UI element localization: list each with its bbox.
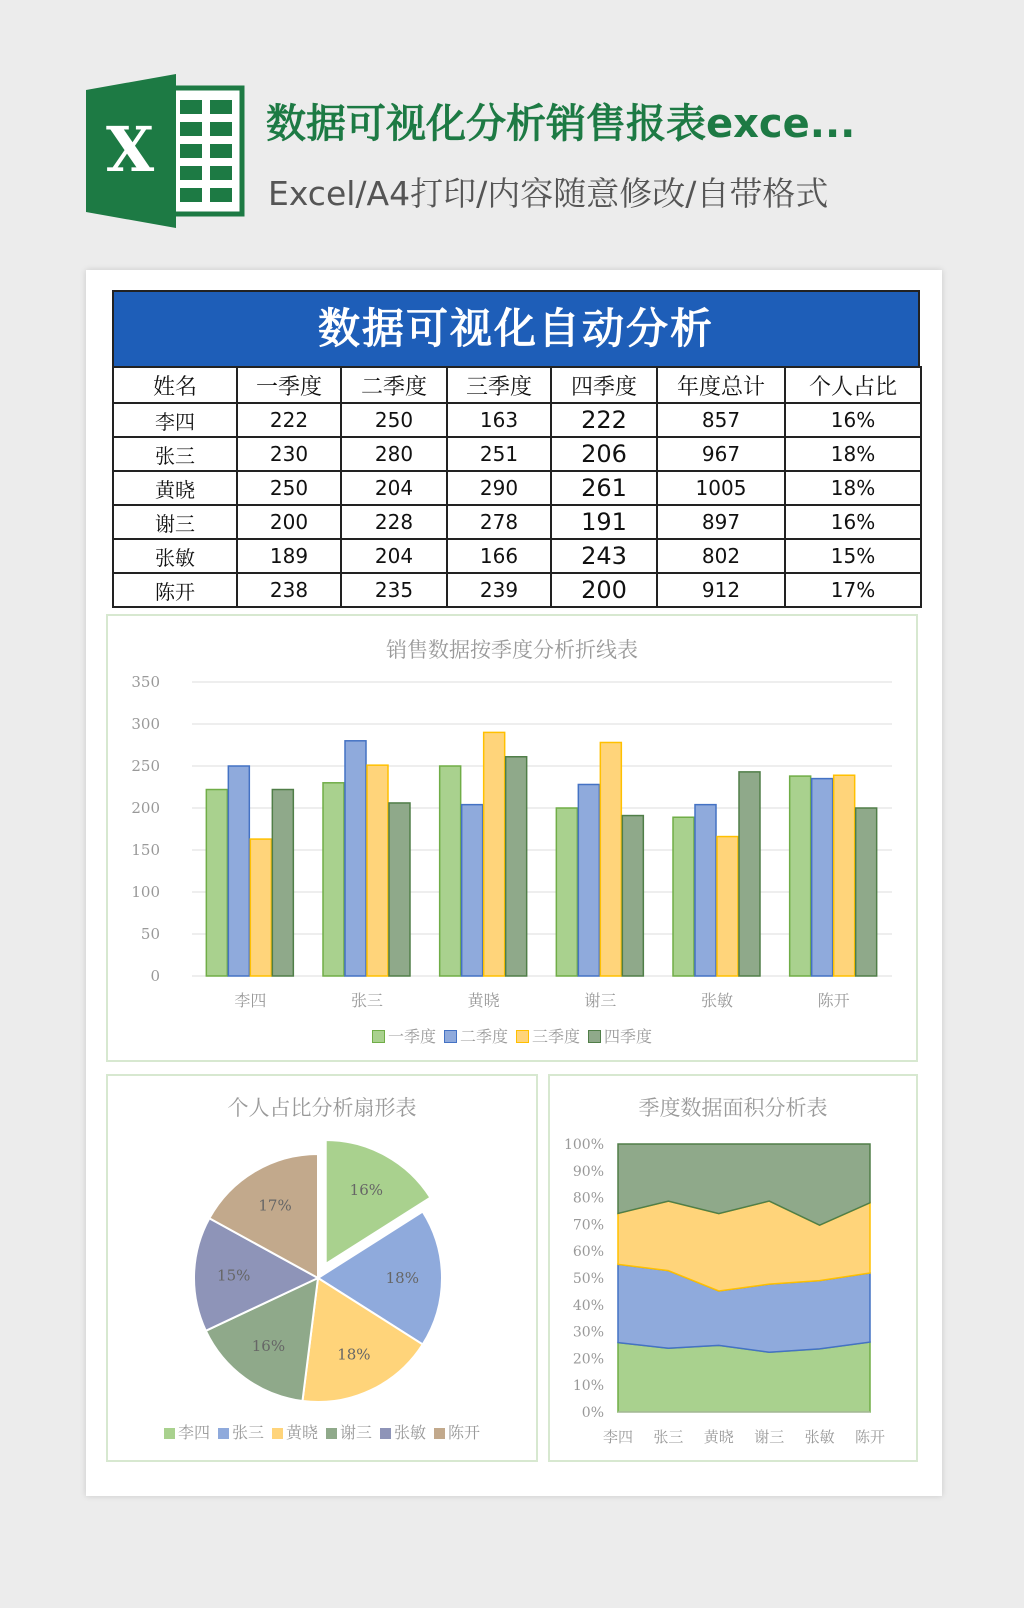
- y-tick-label: 80%: [572, 1190, 604, 1207]
- table-cell: 200: [237, 505, 341, 539]
- legend-label: 三季度: [532, 1027, 581, 1046]
- bar: [834, 775, 855, 976]
- x-tick-label: 张敏: [804, 1428, 835, 1446]
- legend-entry: [272, 1420, 318, 1443]
- table-cell: 陈开: [113, 573, 237, 607]
- legend-entry: [164, 1420, 210, 1443]
- x-tick-label: 张敏: [700, 991, 734, 1010]
- legend-label: 谢三: [340, 1423, 373, 1442]
- legend-swatch: [516, 1030, 529, 1043]
- legend-swatch: [272, 1428, 283, 1439]
- bar: [367, 765, 388, 976]
- area-band: [618, 1342, 870, 1412]
- table-cell: 16%: [785, 505, 921, 539]
- sales-table: [112, 290, 920, 608]
- legend-label: 陈开: [448, 1423, 481, 1442]
- table-cell: 189: [237, 539, 341, 573]
- y-tick-label: 250: [131, 757, 160, 775]
- bar: [578, 784, 599, 976]
- table-cell: 238: [237, 573, 341, 607]
- bar: [622, 816, 643, 976]
- bar: [389, 803, 410, 976]
- table-row: [113, 403, 921, 437]
- x-tick-label: 谢三: [754, 1428, 785, 1446]
- column-header: 三季度: [447, 367, 551, 403]
- pie-chart-legend: [108, 1420, 536, 1443]
- legend-label: 张三: [231, 1423, 264, 1442]
- table-cell: 18%: [785, 471, 921, 505]
- legend-entry: [434, 1420, 480, 1443]
- legend-label: 张敏: [394, 1423, 427, 1442]
- column-header: 二季度: [341, 367, 447, 403]
- table-row: [113, 437, 921, 471]
- bar: [206, 790, 227, 976]
- y-tick-label: 50: [140, 925, 160, 943]
- bar: [506, 757, 527, 976]
- table-cell: 张三: [113, 437, 237, 471]
- table-row: [113, 539, 921, 573]
- y-tick-label: 350: [131, 673, 160, 691]
- table-body: [113, 403, 921, 607]
- y-tick-label: 40%: [572, 1297, 604, 1314]
- x-tick-label: 李四: [234, 991, 267, 1010]
- x-tick-label: 陈开: [854, 1428, 886, 1446]
- x-tick-label: 黄晓: [467, 991, 500, 1010]
- area-chart-title: 季度数据面积分析表: [638, 1096, 828, 1120]
- bar: [673, 817, 694, 976]
- bar-chart-title: 销售数据按季度分析折线表: [386, 638, 638, 662]
- bar: [272, 790, 293, 976]
- y-tick-label: 90%: [572, 1163, 604, 1180]
- pie-chart-title: 个人占比分析扇形表: [227, 1096, 417, 1120]
- table-row: [113, 573, 921, 607]
- table-cell: 204: [341, 471, 447, 505]
- legend-swatch: [380, 1428, 391, 1439]
- bar: [739, 772, 760, 976]
- table-cell: 15%: [785, 539, 921, 573]
- page-subtitle: Excel/A4打印/内容随意修改/自带格式: [268, 174, 829, 213]
- bar: [790, 776, 811, 976]
- legend-label: 四季度: [604, 1027, 653, 1046]
- column-header: 姓名: [113, 367, 237, 403]
- table-cell: 张敏: [113, 539, 237, 573]
- bar: [250, 839, 271, 976]
- bar: [484, 732, 505, 976]
- table-row: [113, 471, 921, 505]
- y-tick-label: 150: [131, 841, 160, 859]
- table-cell: 802: [657, 539, 785, 573]
- table-cell: 250: [341, 403, 447, 437]
- table-cell: 200: [551, 573, 657, 607]
- bar: [856, 808, 877, 976]
- legend-swatch: [444, 1030, 457, 1043]
- table-cell: 912: [657, 573, 785, 607]
- pie-value-label: 15%: [217, 1266, 251, 1285]
- bar-chart-legend: [108, 1024, 916, 1047]
- pie-value-label: 16%: [349, 1181, 384, 1200]
- table-cell: 222: [237, 403, 341, 437]
- table-cell: 967: [657, 437, 785, 471]
- column-header: 个人占比: [785, 367, 921, 403]
- table-cell: 黄晓: [113, 471, 237, 505]
- x-tick-label: 张三: [350, 991, 384, 1010]
- table-cell: 17%: [785, 573, 921, 607]
- page-title: 数据可视化分析销售报表exce...: [266, 101, 856, 147]
- column-header: 一季度: [237, 367, 341, 403]
- x-tick-label: 黄晓: [703, 1428, 734, 1446]
- column-header: 年度总计: [657, 367, 785, 403]
- table-cell: 163: [447, 403, 551, 437]
- x-tick-label: 陈开: [817, 991, 850, 1010]
- legend-swatch: [164, 1428, 175, 1439]
- x-tick-label: 谢三: [584, 991, 617, 1010]
- area-chart-panel: [548, 1074, 918, 1462]
- area-chart: [550, 1076, 916, 1460]
- legend-swatch: [372, 1030, 385, 1043]
- table-cell: 李四: [113, 403, 237, 437]
- legend-swatch: [588, 1030, 601, 1043]
- pie-value-label: 18%: [385, 1269, 419, 1287]
- legend-swatch: [434, 1428, 445, 1439]
- bar-chart-panel: [106, 614, 918, 1062]
- table-cell: 191: [551, 505, 657, 539]
- excel-logo-icon: [86, 74, 248, 228]
- y-tick-label: 10%: [572, 1378, 604, 1395]
- pie-value-label: 18%: [337, 1345, 371, 1364]
- table-cell: 278: [447, 505, 551, 539]
- table-cell: 谢三: [113, 505, 237, 539]
- legend-label: 李四: [177, 1423, 210, 1442]
- table-cell: 204: [341, 539, 447, 573]
- y-tick-label: 30%: [572, 1324, 604, 1341]
- y-tick-label: 0%: [581, 1405, 604, 1421]
- y-tick-label: 100: [131, 883, 160, 901]
- table-cell: 250: [237, 471, 341, 505]
- y-tick-label: 20%: [572, 1351, 604, 1368]
- table-cell: 206: [551, 437, 657, 471]
- bar: [440, 766, 461, 976]
- table-cell: 857: [657, 403, 785, 437]
- table-cell: 251: [447, 437, 551, 471]
- table-title: 数据可视化自动分析: [112, 290, 920, 366]
- report-card: [86, 270, 942, 1496]
- bar: [812, 779, 833, 976]
- bar: [556, 808, 577, 976]
- x-tick-label: 张三: [653, 1428, 684, 1446]
- table-cell: 166: [447, 539, 551, 573]
- table-cell: 239: [447, 573, 551, 607]
- pie-chart: [108, 1076, 536, 1460]
- y-tick-label: 100%: [563, 1137, 604, 1153]
- table-cell: 222: [551, 403, 657, 437]
- legend-swatch: [218, 1428, 229, 1439]
- table-cell: 261: [551, 471, 657, 505]
- y-tick-label: 200: [131, 799, 160, 817]
- legend-entry: [444, 1024, 508, 1047]
- bar: [462, 805, 483, 976]
- bar: [323, 783, 344, 976]
- y-tick-label: 60%: [572, 1244, 604, 1261]
- table-cell: 897: [657, 505, 785, 539]
- table-cell: 18%: [785, 437, 921, 471]
- table-cell: 16%: [785, 403, 921, 437]
- pie-chart-panel: [106, 1074, 538, 1462]
- legend-label: 黄晓: [285, 1423, 318, 1442]
- y-tick-label: 0: [150, 967, 160, 985]
- legend-entry: [380, 1420, 426, 1443]
- bar: [345, 741, 366, 976]
- legend-label: 一季度: [387, 1027, 436, 1046]
- legend-entry: [516, 1024, 580, 1047]
- y-tick-label: 50%: [572, 1271, 604, 1287]
- table-cell: 228: [341, 505, 447, 539]
- legend-entry: [372, 1024, 436, 1047]
- bar: [717, 837, 738, 976]
- y-tick-label: 300: [131, 715, 160, 733]
- table-cell: 290: [447, 471, 551, 505]
- x-tick-label: 李四: [602, 1428, 634, 1446]
- table-cell: 243: [551, 539, 657, 573]
- bar: [228, 766, 249, 976]
- legend-label: 二季度: [459, 1027, 508, 1046]
- table-cell: 235: [341, 573, 447, 607]
- legend-entry: [218, 1420, 264, 1443]
- pie-value-label: 16%: [251, 1337, 286, 1356]
- bar: [600, 742, 621, 976]
- legend-entry: [588, 1024, 652, 1047]
- table-cell: 1005: [657, 471, 785, 505]
- table-cell: 230: [237, 437, 341, 471]
- legend-entry: [326, 1420, 372, 1443]
- table-header-row: [113, 367, 921, 403]
- column-header: 四季度: [551, 367, 657, 403]
- legend-swatch: [326, 1428, 337, 1439]
- pie-value-label: 17%: [258, 1196, 292, 1215]
- table-cell: 280: [341, 437, 447, 471]
- bar-chart: [108, 616, 916, 1060]
- y-tick-label: 70%: [572, 1217, 604, 1234]
- table-row: [113, 505, 921, 539]
- svg-text:X: X: [105, 113, 155, 186]
- bar: [695, 805, 716, 976]
